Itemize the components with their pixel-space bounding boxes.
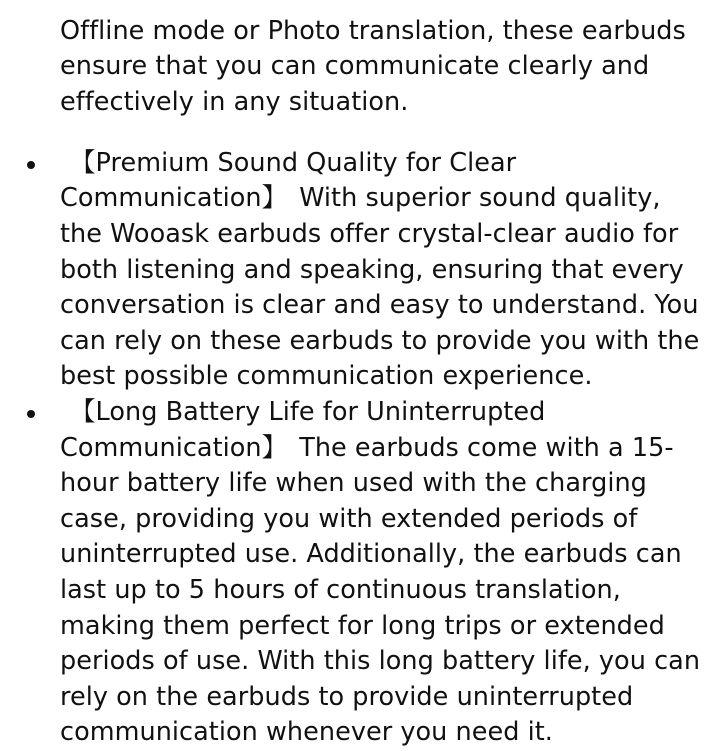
- feature-bullet-sound-quality: [0, 146, 710, 395]
- bullet-icon: [27, 410, 35, 418]
- feature-heading: 【Long Battery Life for Uninterrupted Communication】: [60, 396, 546, 463]
- feature-body: With superior sound quality, the Wooask earbuds offer crystal-clear audio for both listening and speaking, ensuring that every conversation is clear and easy to understand. You can rely on these earbuds to provide you with the best possible communication experience.: [60, 183, 700, 392]
- feature-bullet-battery-life: [0, 395, 710, 751]
- feature-bullet-list: [0, 146, 727, 751]
- intro-paragraph: Offline mode or Photo translation, these earbuds ensure that you can communicate clearly and effectively in any situation.: [60, 15, 686, 117]
- feature-body: The earbuds come with a 15-hour battery life when used with the charging case, providing you with extended periods of uninterrupted use. Additionally, the earbuds can last up to 5 hours of continuous translation, making them perfect for long trips or extended periods of use. With this long battery life, you can rely on the earbuds to provide uninterrupted communication whenever you need it.: [60, 432, 701, 748]
- bullet-icon: [27, 161, 35, 169]
- feature-heading: 【Premium Sound Quality for Clear Communication】: [60, 147, 517, 214]
